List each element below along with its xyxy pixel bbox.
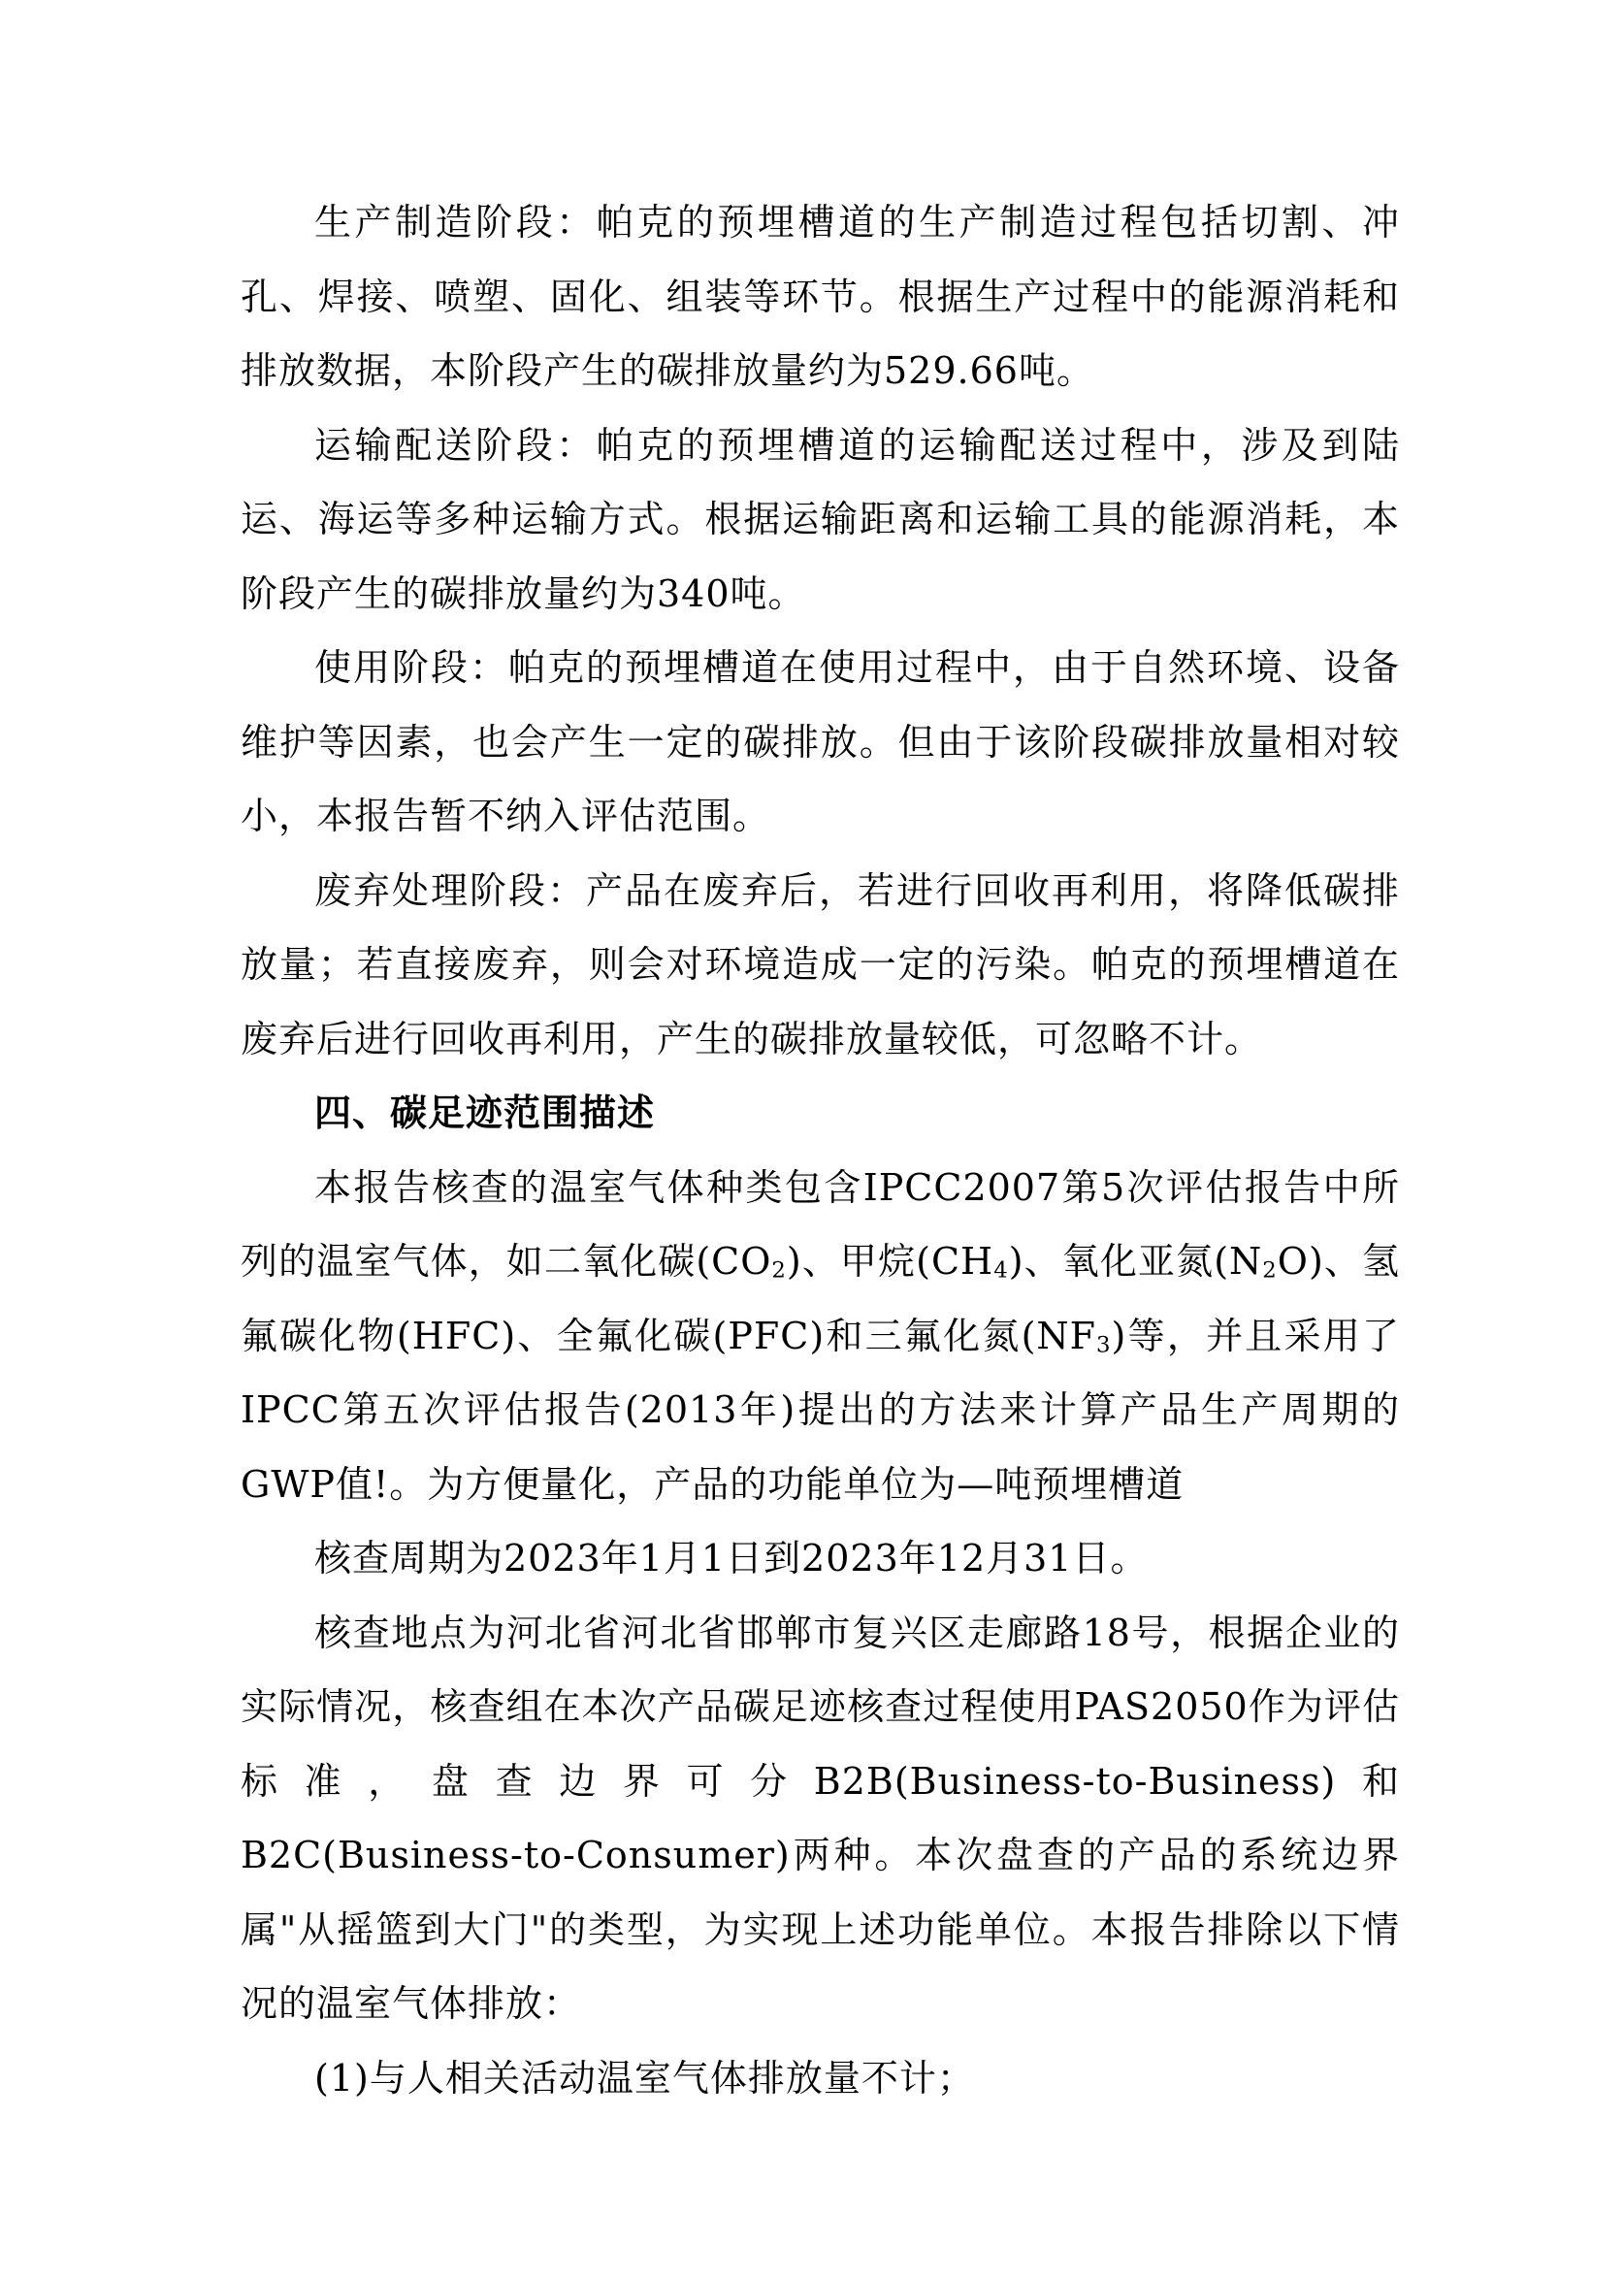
paragraph-transport-stage: 运输配送阶段：帕克的预埋槽道的运输配送过程中，涉及到陆运、海运等多种运输方式。根据运输距离和运输工具的能源消耗，本阶段产生的碳排放量约为340吨。 — [241, 423, 1400, 615]
paragraph-verification-location: 核查地点为河北省河北省邯郸市复兴区走廊路18号，根据企业的实际情况，核查组在本次产品碳足迹核查过程使用PAS2050作为评估标准，盘查边界可分B2B(Business-to-Business)和B2C(Business-to-Consumer)两种。本次盘查的产品的系统边界属"从摇篮到大门"的类型，为实现上述功能单位。本报告排除以下情况的温室气体排放： — [241, 1611, 1400, 2025]
ch4-subscript: 4 — [993, 1257, 1009, 1284]
ghg-text-3: )、氧化亚氮(N — [1008, 1240, 1263, 1283]
nf3-subscript: 3 — [1096, 1331, 1112, 1357]
n2o-subscript: 2 — [1262, 1257, 1278, 1284]
ghg-text-5: )等，并且采用了IPCC第五次评估报告(2013年)提出的方法来计算产品生产周期的GWP值!。为方便量化，产品的功能单位为—吨预埋槽道 — [241, 1314, 1400, 1506]
ghg-text-2: )、甲烷(CH — [786, 1240, 994, 1283]
paragraph-manufacturing-stage: 生产制造阶段：帕克的预埋槽道的生产制造过程包括切割、冲孔、焊接、喷塑、固化、组装等环节。根据生产过程中的能源消耗和排放数据，本阶段产生的碳排放量约为529.66吨。 — [241, 201, 1400, 392]
section-heading: 四、碳足迹范围描述 — [314, 1091, 656, 1134]
paragraph-disposal-stage: 废弃处理阶段：产品在废弃后，若进行回收再利用，将降低碳排放量；若直接废弃，则会对环境造成一定的污染。帕克的预埋槽道在废弃后进行回收再利用，产生的碳排放量较低，可忽略不计。 — [241, 868, 1400, 1060]
ghg-text-1: 本报告核查的温室气体种类包含IPCC2007第5次评估报告中所列的温室气体，如二氧化碳(CO — [241, 1165, 1400, 1283]
paragraph-use-stage: 使用阶段：帕克的预埋槽道在使用过程中，由于自然环境、设备维护等因素，也会产生一定的碳排放。但由于该阶段碳排放量相对较小，本报告暂不纳入评估范围。 — [241, 646, 1400, 837]
document-body — [241, 185, 1400, 2115]
paragraph-exclusion-1: (1)与人相关活动温室气体排放量不计； — [314, 2056, 975, 2100]
ghg-text-4: O)、氢氟碳化物(HFC)、全氟化碳(PFC)和三氟化氮(NF — [241, 1240, 1400, 1357]
paragraph-ghg-types — [241, 1151, 1400, 1522]
paragraph-verification-period: 核查周期为2023年1月1日到2023年12月31日。 — [314, 1537, 1149, 1580]
co2-subscript: 2 — [771, 1257, 787, 1284]
